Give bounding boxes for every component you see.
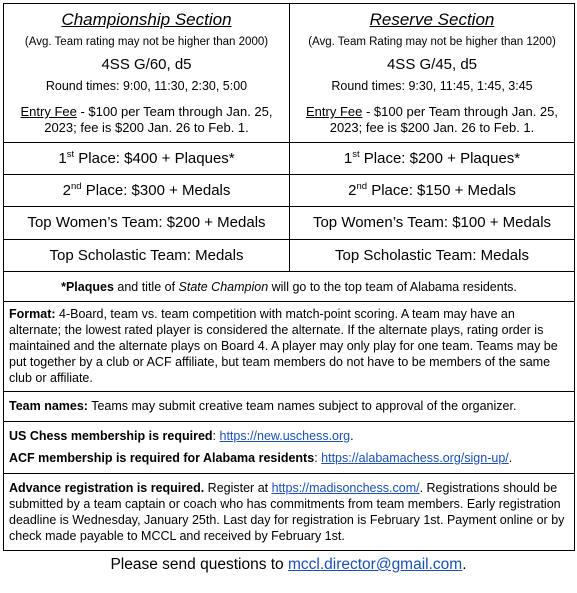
entry-fee-text: - $100 per Team through Jan. 25, 2023; fee is $200 Jan. 26 to Feb. 1. [329,104,558,135]
membership-row [4,422,575,474]
women-team-row [4,207,575,240]
reserve-women-prize: Top Women’s Team: $100 + Medals [290,207,575,240]
reserve-first-place: 1st Place: $200 + Plaques* [290,143,575,175]
format-row [4,302,575,392]
reserve-time-control: 4SS G/45, d5 [386,56,478,73]
team-names-row [4,392,575,422]
membership-text [4,422,575,474]
team-names-text: Team names: Teams may submit creative team names subject to approval of the organizer. [4,392,575,422]
championship-round-times: Round times: 9:00, 11:30, 2:30, 5:00 [45,79,248,93]
championship-time-control: 4SS G/60, d5 [101,56,192,73]
plaques-note-row [4,272,575,302]
entry-fee-text: - $100 per Team through Jan. 25, 2023; fee is $200 Jan. 26 to Feb. 1. [44,104,273,135]
championship-title: Championship Section [61,10,232,29]
acf-membership: ACF membership is required for Alabama residents: https://alabamachess.org/sign-up/. [9,451,513,465]
alabamachess-link[interactable]: https://alabamachess.org/sign-up/ [321,451,509,465]
entry-fee-label: Entry Fee [306,104,363,119]
championship-women-prize: Top Women’s Team: $200 + Medals [4,207,290,240]
registration-row [4,474,575,551]
tournament-flyer [3,3,574,574]
reserve-header-cell [290,4,575,143]
reserve-second-place: 2nd Place: $150 + Medals [290,175,575,207]
reserve-avg-rating: (Avg. Team Rating may not be higher than 1200) [308,36,556,48]
director-email-link[interactable]: mccl.director@gmail.com [287,556,463,573]
second-place-row [4,175,575,207]
championship-first-place: 1st Place: $400 + Plaques* [4,143,290,175]
sections-table [3,3,575,551]
us-chess-membership: US Chess membership is required: https://new.uschess.org. [9,429,354,443]
plaques-note: *Plaques and title of State Champion will go to the top team of Alabama residents. [4,272,575,302]
championship-scholastic-prize: Top Scholastic Team: Medals [4,240,290,272]
reserve-round-times: Round times: 9:30, 11:45, 1:45, 3:45 [331,79,533,93]
scholastic-team-row [4,240,575,272]
championship-second-place: 2nd Place: $300 + Medals [4,175,290,207]
questions-footer: Please send questions to mccl.director@gmail.com. [110,556,467,573]
championship-entry-fee [8,104,285,136]
registration-text: Advance registration is required. Register at https://madisonchess.com/. Registrations should be submitted by a team captain or coach who has commitments from team members. Early registration deadline is Wednesday, January 25th. Last day for registration is February 1st. Payment online or by check made payable to MCCL and received by February 1st. [4,474,575,551]
section-header-row [4,4,575,143]
format-text: Format: 4-Board, team vs. team competition with match-point scoring. A team may have an alternate; the lowest rated player is considered the alternate. If the alternate plays, rating order is maintained and the alternate plays on Board 4. A player may only play for one team. Teams may be put together by a club or ACF affiliate, but team members do not have to be members of the same club or affiliate. [4,302,575,392]
entry-fee-label: Entry Fee [20,104,77,119]
madisonchess-link[interactable]: https://madisonchess.com/ [271,481,420,495]
reserve-title: Reserve Section [369,10,495,29]
reserve-entry-fee [294,104,570,136]
championship-avg-rating: (Avg. Team rating may not be higher than 2000) [24,36,269,48]
championship-header-cell [4,4,290,143]
uschess-link[interactable]: https://new.uschess.org [219,429,351,443]
first-place-row [4,143,575,175]
reserve-scholastic-prize: Top Scholastic Team: Medals [290,240,575,272]
